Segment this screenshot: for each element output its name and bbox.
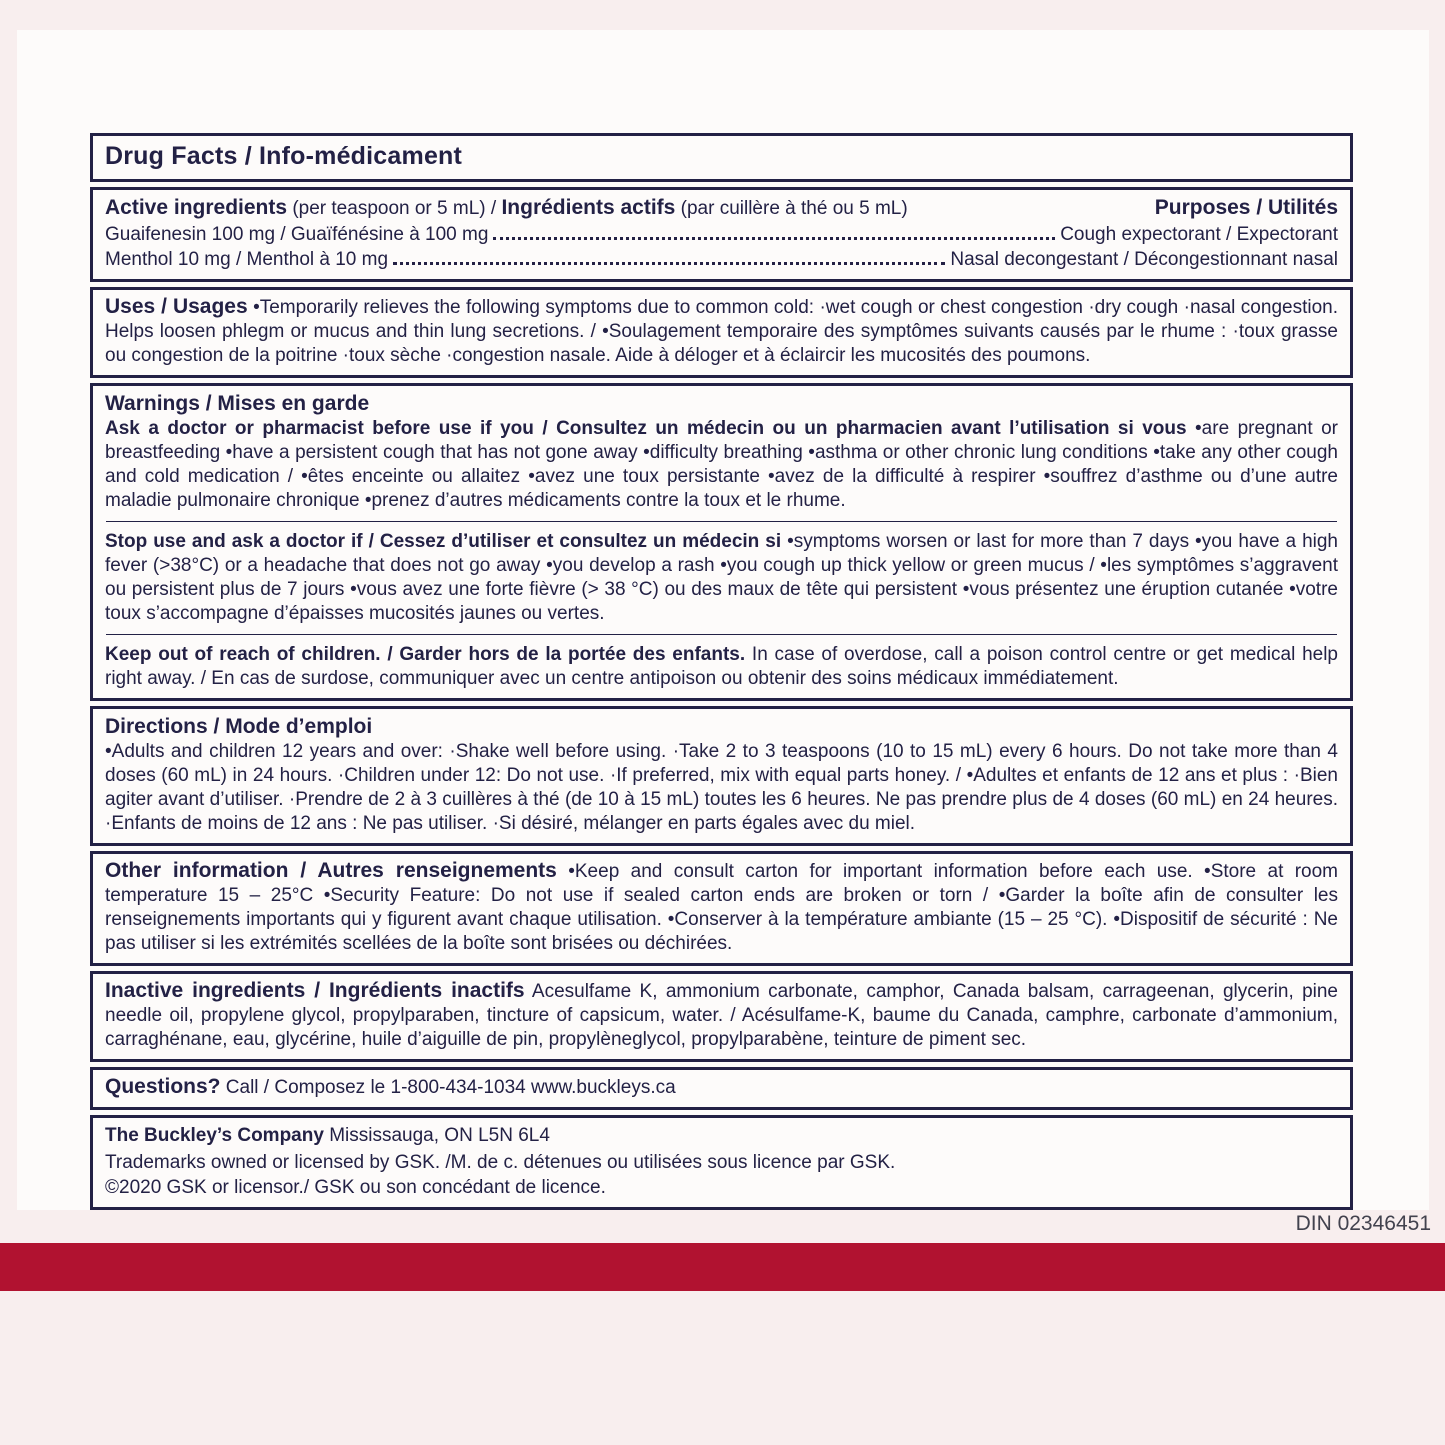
warnings-ask-doctor: Ask a doctor or pharmacist before use if you / Consultez un médecin ou un pharmacien avant l’utilisation si vous •are pregnant or breastfeeding •have a persistent cough that has not gone away •difficulty breathing •asthma or other chronic lung conditions •take any other cough and cold medication / •êtes enceinte ou allaitez •avez une toux persistante •avez de la difficulté à respirer •souffrez d’asthme ou d’une autre maladie pulmonaire chronique •prenez d’autres médicaments contre la toux et le rhume. <box>105 418 1338 511</box>
ingredient-row <box>105 222 1338 247</box>
red-band <box>0 1243 1445 1291</box>
directions-text: •Adults and children 12 years and over: ·Shake well before using. ·Take 2 to 3 teaspoons (10 to 15 mL) every 6 hours. Do not take more than 4 doses (60 mL) in 24 hours. ·Children under 12: Do not use. ·If preferred, mix with equal parts honey. / •Adultes et enfants de 12 ans et plus : ·Bien agiter avant d’utiliser. ·Prendre de 2 à 3 cuillères à thé (de 10 à 15 mL) toutes les 6 heures. Ne pas prendre plus de 4 doses (60 mL) en 24 heures. ·Enfants de moins de 12 ans : Ne pas utiliser. ·Si désiré, mélanger en parts égales avec du miel. <box>105 741 1338 834</box>
divider <box>106 634 1337 635</box>
divider <box>106 521 1337 522</box>
company-name-address: The Buckley’s Company Mississauga, ON L5N 6L4 <box>105 1125 550 1146</box>
uses-section <box>90 287 1353 378</box>
drug-facts-panel <box>90 133 1353 1215</box>
questions-section <box>90 1067 1353 1110</box>
warnings-title: Warnings / Mises en garde <box>105 392 370 415</box>
ingredient-name: Menthol 10 mg / Menthol à 10 mg <box>105 249 389 270</box>
ingredient-purpose: Cough expectorant / Expectorant <box>1060 224 1338 245</box>
company-section <box>90 1115 1353 1210</box>
purposes-title: Purposes / Utilités <box>1154 196 1338 219</box>
drug-facts-title: Drug Facts / Info-médicament <box>90 133 1353 182</box>
ingredient-name: Guaifenesin 100 mg / Guaïfénésine à 100 mg <box>105 224 489 245</box>
inactive-ingredients-text: Inactive ingredients / Ingrédients inactifs Acesulfame K, ammonium carbonate, camphor, Canada balsam, carrageenan, glycerin, pine needle oil, propylene glycol, propylparaben, tincture of capsicum, water. / Acésulfame-K, baume du Canada, camphre, carbonate d’ammonium, carraghénane, eau, glycérine, huile d’aiguille de pin, propylèneglycol, propylparabène, teinture de piment sec. <box>105 979 1338 1050</box>
active-ingredients-header <box>105 195 1338 222</box>
label-sheet <box>17 30 1429 1210</box>
questions-text: Questions? Call / Composez le 1-800-434-1034 www.buckleys.ca <box>105 1075 676 1098</box>
uses-text: Uses / Usages •Temporarily relieves the following symptoms due to common cold: ·wet cough or chest congestion ·dry cough ·nasal congestion. Helps loosen phlegm or mucus and thin lung secretions. / •Soulagement temporaire des symptômes suivants causés par le rhume : ·toux grasse ou congestion de la poitrine ·toux sèche ·congestion nasale. Aide à déloger et à éclaircir les mucosités des poumons. <box>105 295 1338 366</box>
active-ingredients-title: Active ingredients (per teaspoon or 5 mL) / Ingrédients actifs (par cuillère à thé ou 5 mL) <box>105 196 908 219</box>
other-information-section <box>90 851 1353 966</box>
copyright-notice: ©2020 GSK or licensor./ GSK ou son concédant de licence. <box>105 1177 606 1198</box>
ingredient-row <box>105 247 1338 272</box>
din-number: DIN 02346451 <box>1295 1212 1431 1235</box>
directions-title: Directions / Mode d’emploi <box>105 715 373 738</box>
warnings-stop-use: Stop use and ask a doctor if / Cessez d’utiliser et consultez un médecin si •symptoms worsen or last for more than 7 days •you have a high fever (>38°C) or a headache that does not go away •you develop a rash •you cough up thick yellow or green mucus / •les symptômes s’aggravent ou persistent plus de 7 jours •vous avez une forte fièvre (> 38 °C) ou des maux de tête qui persistent •vous présentez une éruption cutanée •votre toux s’accompagne d’épaisses mucosités jaunes ou vertes. <box>105 531 1338 624</box>
inactive-ingredients-section <box>90 971 1353 1062</box>
trademark-notice: Trademarks owned or licensed by GSK. /M. de c. détenues ou utilisées sous licence par GSK. <box>105 1152 896 1173</box>
warnings-section <box>90 383 1353 701</box>
dotted-leader <box>493 236 1055 240</box>
warnings-keep-out-of-reach: Keep out of reach of children. / Garder hors de la portée des enfants. In case of overdose, call a poison control centre or get medical help right away. / En cas de surdose, communiquer avec un centre antipoison ou obtenir des soins médicaux immédiatement. <box>105 644 1338 689</box>
other-information-text: Other information / Autres renseignements •Keep and consult carton for important information before each use. •Store at room temperature 15 – 25°C •Security Feature: Do not use if sealed carton ends are broken or torn / •Garder la boîte afin de consulter les renseignements importants qui y figurent avant chaque utilisation. •Conserver à la température ambiante (15 – 25 °C). •Dispositif de sécurité : Ne pas utiliser si les extrémités scellées de la boîte sont brisées ou déchirées. <box>105 859 1339 954</box>
active-ingredients-section <box>90 187 1353 282</box>
ingredient-purpose: Nasal decongestant / Décongestionnant nasal <box>950 249 1338 270</box>
directions-section <box>90 706 1353 846</box>
dotted-leader <box>393 261 945 265</box>
